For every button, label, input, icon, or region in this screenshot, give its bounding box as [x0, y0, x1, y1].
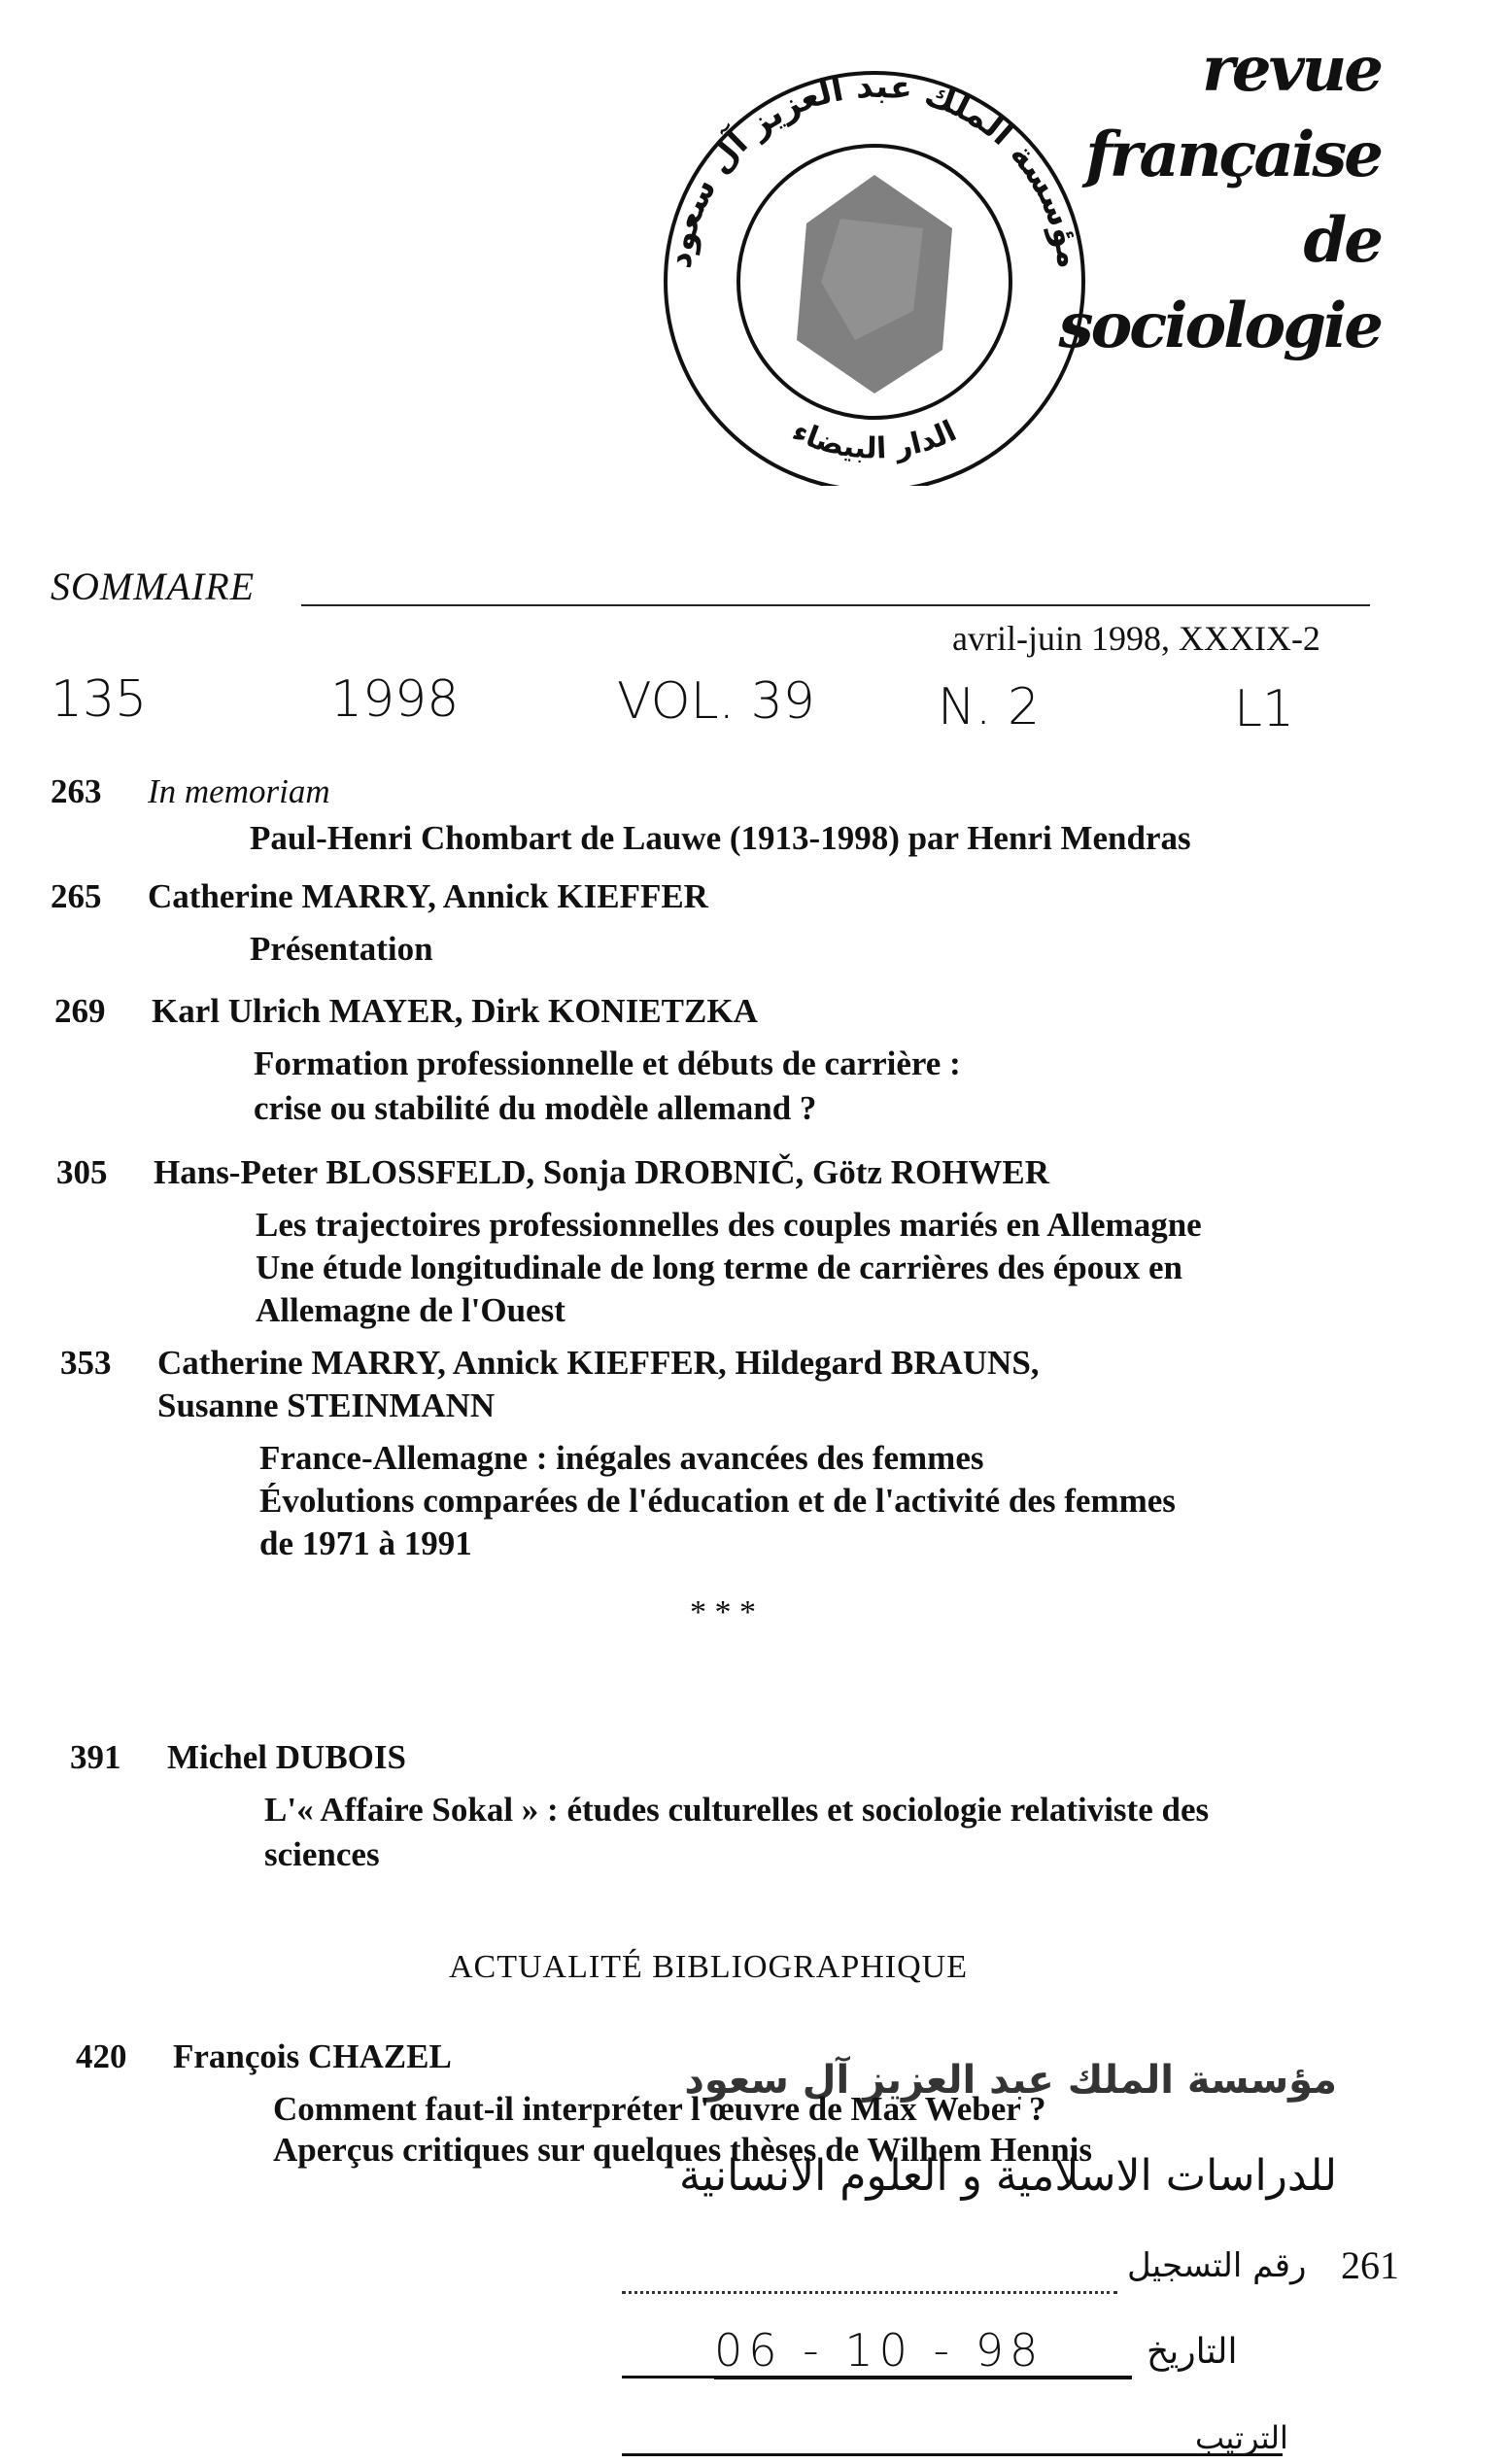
journal-title-line: revue — [1202, 33, 1381, 106]
journal-title-line: de — [1303, 204, 1381, 277]
toc-page-number: 391 — [70, 1738, 121, 1776]
toc-title: Les trajectoires professionnelles des couples mariés en Allemagne — [256, 1206, 1202, 1244]
seal-inscription-bottom: الدار البيضاء — [787, 414, 962, 466]
date-label: التاريخ — [1147, 2332, 1238, 2372]
toc-title: France-Allemagne : inégales avancées des femmes — [259, 1439, 984, 1477]
toc-title: Une étude longitudinale de long terme de carrières des époux en — [256, 1249, 1182, 1286]
handwritten-code: L1 — [1234, 680, 1295, 738]
toc-page-number: 263 — [51, 772, 102, 810]
date-underline — [622, 2376, 1132, 2378]
toc-authors: François CHAZEL — [173, 2037, 452, 2075]
toc-entry — [51, 770, 1411, 867]
toc-authors: Karl Ulrich MAYER, Dirk KONIETZKA — [152, 992, 758, 1030]
institution-seal-icon — [632, 58, 1117, 486]
toc-entry — [51, 874, 1411, 972]
toc-section-label: In memoriam — [148, 772, 330, 810]
registration-number: 261 — [1341, 2243, 1399, 2287]
toc-title: sciences — [264, 1835, 380, 1873]
journal-title-line: française — [1085, 119, 1381, 191]
separator-glyph: * * * — [690, 1594, 756, 1630]
classification-label: الترتيب — [1195, 2419, 1288, 2456]
toc-authors: Susanne STEINMANN — [157, 1386, 496, 1424]
seal-inscription-top: مؤسسة الملك عبد العزيز آل سعود — [660, 66, 1089, 271]
toc-entry — [54, 989, 1415, 1135]
toc-entry — [56, 1150, 1475, 1329]
toc-title: Évolutions comparées de l'éducation et de l'activité des femmes — [259, 1482, 1176, 1520]
handwritten-year: 1998 — [330, 670, 460, 729]
library-stamp-line2: للدراسات الاسلامية و العلوم الانسانية — [678, 2151, 1337, 2201]
contents-rule — [301, 604, 1370, 606]
handwritten-number: 135 — [51, 670, 148, 729]
contents-label: SOMMAIRE — [51, 565, 256, 608]
toc-title: Paul-Henri Chombart de Lauwe (1913-1998) par Henri Mendras — [250, 819, 1191, 857]
handwritten-issue: N. 2 — [938, 678, 1041, 736]
journal-title-line: sociologie — [1058, 290, 1381, 362]
section-separator — [690, 1593, 756, 1632]
toc-entry — [70, 1735, 1489, 1871]
handwritten-date: 06 - 10 - 98 — [714, 2324, 1132, 2379]
toc-entry — [76, 2035, 1494, 2171]
toc-title: crise ou stabilité du modèle allemand ? — [254, 1089, 817, 1127]
classification-line — [622, 2453, 1283, 2456]
toc-authors: Hans-Peter BLOSSFELD, Sonja DROBNIČ, Götz ROHWER — [154, 1153, 1050, 1191]
toc-page-number: 269 — [54, 992, 106, 1030]
toc-title: Comment faut-il interpréter l'œuvre de Max Weber ? — [273, 2090, 1046, 2128]
registration-label: رقم التسجيل — [1127, 2246, 1307, 2285]
toc-title: Formation professionnelle et débuts de carrière : — [254, 1044, 961, 1082]
toc-page-number: 420 — [76, 2037, 127, 2075]
toc-authors: Michel DUBOIS — [167, 1738, 406, 1776]
registration-dotted-line — [622, 2291, 1117, 2294]
handwritten-volume: VOL. 39 — [617, 672, 815, 731]
toc-authors: Catherine MARRY, Annick KIEFFER — [148, 877, 708, 915]
toc-entry — [60, 1341, 1479, 1564]
svg-text:الدار البيضاء — [787, 414, 962, 465]
toc-title: Allemagne de l'Ouest — [256, 1291, 565, 1329]
toc-page-number: 305 — [56, 1153, 108, 1191]
toc-title: L'« Affaire Sokal » : études culturelles et sociologie relativiste des — [264, 1791, 1210, 1829]
section-heading: ACTUALITÉ BIBLIOGRAPHIQUE — [449, 1949, 969, 1985]
toc-page-number: 353 — [60, 1344, 112, 1382]
toc-title: Aperçus critiques sur quelques thèses de Wilhem Hennis — [273, 2131, 1093, 2169]
toc-title: Présentation — [250, 930, 433, 968]
issue-date: avril-juin 1998, XXXIX-2 — [952, 619, 1320, 658]
toc-page-number: 265 — [51, 877, 102, 915]
toc-title: de 1971 à 1991 — [259, 1524, 472, 1562]
toc-authors: Catherine MARRY, Annick KIEFFER, Hildegard BRAUNS, — [157, 1344, 1040, 1382]
library-stamp-line1: مؤسسة الملك عبد العزيز آل سعود — [684, 2058, 1337, 2103]
